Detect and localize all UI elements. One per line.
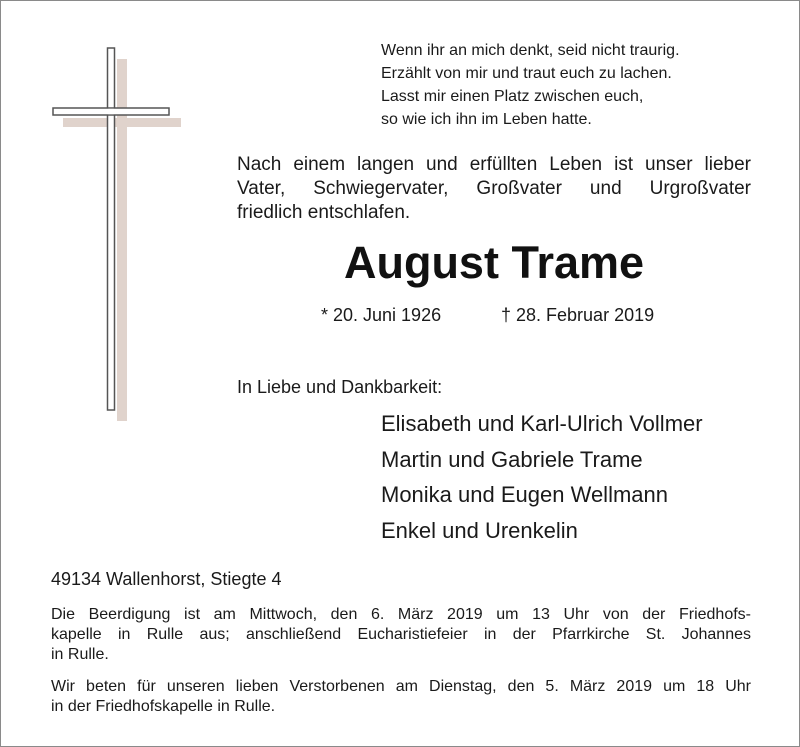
poem-line: Lasst mir einen Platz zwischen euch, xyxy=(381,88,644,105)
deceased-name: August Trame xyxy=(343,237,645,288)
prayer-line: Wir beten für unseren lieben Verstorbenen am Dienstag, den 5. März 2019 um 18 Uhr xyxy=(51,678,751,695)
poem-line: so wie ich ihn im Leben hatte. xyxy=(381,111,592,128)
thanks-line: In Liebe und Dankbarkeit: xyxy=(237,377,443,397)
family-member: Martin und Gabriele Trame xyxy=(381,446,643,472)
poem-line: Erzählt von mir und traut euch zu lachen. xyxy=(381,65,672,82)
funeral-line: Die Beerdigung ist am Mittwoch, den 6. März 2019 um 13 Uhr von der Friedhofs- xyxy=(51,606,751,623)
intro-line: Vater, Schwiegervater, Großvater und Urgroßvater xyxy=(237,178,751,199)
cross-icon xyxy=(51,47,181,427)
intro-text xyxy=(237,153,751,225)
cross-vertical xyxy=(108,48,115,410)
funeral-line: in Rulle. xyxy=(51,646,109,663)
poem xyxy=(381,39,781,131)
birth-date: * 20. Juni 1926 xyxy=(321,305,442,325)
poem-line: Wenn ihr an mich denkt, seid nicht traurig. xyxy=(381,42,680,59)
address: 49134 Wallenhorst, Stiegte 4 xyxy=(51,569,282,589)
intro-line: friedlich entschlafen. xyxy=(237,202,411,223)
family-member: Enkel und Urenkelin xyxy=(381,517,578,543)
intro-line: Nach einem langen und erfüllten Leben ist unser lieber xyxy=(237,154,751,175)
prayer-line: in der Friedhofskapelle in Rulle. xyxy=(51,698,276,715)
death-date: † 28. Februar 2019 xyxy=(501,305,655,325)
funeral-info xyxy=(51,605,751,665)
family-member: Elisabeth und Karl-Ulrich Vollmer xyxy=(381,411,703,436)
funeral-line: kapelle in Rulle aus; anschließend Eucharistiefeier in der Pfarrkirche St. Johannes xyxy=(51,626,751,643)
family-member: Monika und Eugen Wellmann xyxy=(381,482,668,507)
prayer-info xyxy=(51,677,751,717)
family-list xyxy=(381,406,781,548)
cross-shadow-horizontal xyxy=(63,118,181,127)
